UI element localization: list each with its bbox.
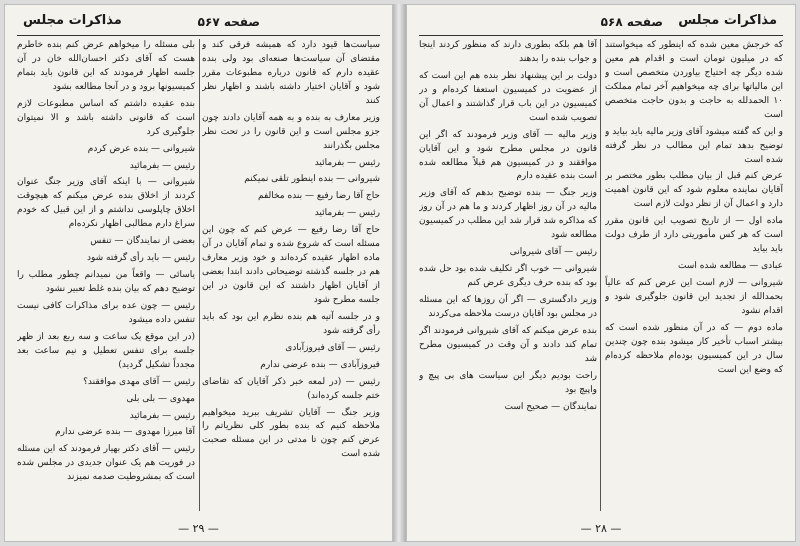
paragraph: بنده عقیده داشتم که اساس مطبوعات لازم است که قانونی داشته باشد و الا نمیتوان جلوگیری کرد (17, 98, 195, 137)
paragraph: یاسائی — واقعاً من نمیدانم چطور مطلب را توضیح دهم که بیان بنده غلط تعبیر نشود (17, 270, 195, 294)
left-page-right-column (202, 39, 380, 511)
paragraph: رئیس — باید رأی گرفته شود (86, 253, 195, 264)
column-divider (600, 39, 601, 511)
paragraph: وزیر دادگستری — اگر آن روزها که این مسئله در مجلس بود آقایان درست ملاحظه می‌کردند (419, 294, 597, 319)
left-page (4, 4, 393, 542)
paragraph: حاج آقا رضا رفیع — بنده مخالفم (257, 191, 380, 202)
paragraph: عرض کنم قبل از بیان مطلب بطور مختصر بر آقایان نماینده معلوم شود که این قانون اهمیت دارد و اعمال آن از نظر دولت لازم است (605, 171, 783, 210)
paragraph: ماده دوم — که در آن منظور شده است که بیشتر اسباب تأخیر کار میشود بنده چون چندین سال در این کمیسیون بوده‌ام ملاحظه کرده‌ام که وضع این است (605, 322, 783, 375)
paragraph: آقا میرزا مهدوی — بنده عرضی ندارم (55, 427, 195, 438)
right-page-columns (419, 39, 783, 511)
right-page-right-column (605, 39, 783, 511)
left-page-header (17, 13, 380, 36)
paragraph: بلی مسئله را میخواهم عرض کنم بنده خاطرم هست که آقای دکتر احسان‌الله خان در آن جلسه اظهار فرمودند که این قانون باید بتمام کمیسیونها برود و در آنجا مطالعه بشود (17, 40, 195, 92)
paragraph: وزیر جنگ — آقایان تشریف ببرید میخواهیم ملاحظه کنیم که بنده بطور کلی نظریاتم را عرض کنم چون تا مدتی در این مسئله صحبت شده است (202, 407, 380, 460)
paragraph: رئیس — آقای شیروانی (509, 247, 597, 258)
left-page-number: صفحه ۵۶۷ (197, 15, 260, 29)
paragraph: دولت بر این پیشنهاد نظر بنده هم این است که از عضویت در کمیسیون استعفا کرده‌ام و در کمیسیون در این باب قرار گذاشتند و اعمال آن تصویب شده است (419, 70, 597, 123)
paragraph: شیروانی — لازم است این عرض کنم که عالیاً بحمدالله از تجدید این قانون جلوگیری شود و اقدام نشود (605, 278, 783, 316)
paragraph: رئیس — آقای دکتر بهیار فرمودند که این مسئله در فوریت هم یک عنوان جدیدی در مجلس شده است که بمشروطیت صدمه نمیزند (17, 444, 195, 483)
paragraph: عبادی — مطالعه شده است (677, 261, 783, 272)
right-page-footer: — ۲۸ — (580, 522, 622, 535)
paragraph: شیروانی — بنده اینطور تلقی نمیکنم (244, 174, 380, 185)
right-page-header (419, 13, 783, 36)
paragraph: ماده اول — از تاریخ تصویب این قانون مقرر است که هر کس مأموریتی دارد از طرف دولت باید بیاید (605, 216, 783, 255)
paragraph: حاج آقا رضا رفیع — عرض کنم که چون این مسئله است که شروع شده و تمام آقایان در آن ماده اظهار عقیده کرده‌اند و خود وزیر معارف هم در جلسه گذشته توضیحاتی دادند ابتدا بعضی از آقایان اظهار داشتند که این قانون در این جلسه مطرح شود (202, 225, 380, 305)
paragraph: راحت بودیم دیگر این سیاست های بی پیچ و واپیچ بود (419, 370, 597, 395)
paragraph: که خرجش معین شده که اینطور که میخواستند که در میلیون تومان است و اقدام هم معین شده دیگر چه احتیاج بیاوردن متخصص است و این مالیاتها برای چه میخواهیم آخر تمام مملکت ۱۰ الحمدلله به حاجت و بدون حاجت متخصص است (605, 40, 783, 120)
paragraph: و در جلسه آتیه هم بنده نظرم این بود که باید رأی گرفته شود (202, 311, 380, 336)
paragraph: بعضی از نمایندگان — تنفس (90, 236, 195, 247)
paragraph: نمایندگان — صحیح است (504, 401, 597, 412)
left-page-columns (17, 39, 380, 511)
paragraph: فیروزآبادی — بنده عرضی ندارم (260, 359, 380, 370)
paragraph: بنده عرض میکنم که آقای شیروانی فرمودند اگر تمام کند دادند و آن وقت در کمیسیون مطرح شد (419, 325, 597, 364)
left-page-footer: — ۲۹ — (178, 522, 219, 535)
right-page-title: مذاکرات مجلس (678, 13, 777, 28)
left-page-left-column (17, 39, 195, 511)
paragraph: شیروانی — با اینکه آقای وزیر جنگ عنوان کردند از اخلاق بنده عرض میکنم که هیچوقت اخلاق چاپلوسی نداشتم و از این قبیل که خودم سراغ دارم مطالبی اظهار نکرده‌ام (17, 177, 195, 230)
right-page-number: صفحه ۵۶۸ (600, 15, 663, 29)
paragraph: وزیر معارف به بنده و به همه آقایان دادند چون جزو مجلس است و این قانون را در تحت نظر مجلس بگذرانند (202, 112, 380, 151)
paragraph: سیاست‌ها قیود دارد که همیشه فرقی کند و مقتضای آن سیاست‌ها صنعه‌ای بود ولی بنده عقیده دارم که قانون درباره مطبوعات مقرر شود و آقایان اختیار داشته باشند و اظهار نظر کنند (202, 40, 380, 106)
paragraph: رئیس — آقای فیروزآبادی (285, 342, 380, 353)
paragraph: رئیس — چون عده برای مذاکرات کافی نیست تنفس داده میشود (17, 300, 195, 325)
paragraph: رئیس — (در لمعه خبر ذکر آقایان که تقاضای ختم جلسه کرده‌اند) (202, 376, 380, 401)
paragraph: رئیس — بفرمائید (314, 208, 380, 219)
paragraph: رئیس — بفرمائید (129, 160, 195, 171)
paragraph: مهدوی — بلی بلی (126, 393, 195, 404)
paragraph: وزیر مالیه — آقای وزیر فرمودند که اگر این قانون در مجلس مطرح شود و این آقایان موافقند و در کمیسیون هم قبلاً مطالعه شده است بنده عقیده دارم (419, 129, 597, 182)
paragraph: (در این موقع یک ساعت و سه ربع بعد از ظهر جلسه برای تنفس تعطیل و نیم ساعت بعد مجدداً تشکیل گردید) (17, 331, 195, 370)
paragraph: شیروانی — بنده عرض کردم (87, 143, 195, 154)
right-page-left-column (419, 39, 597, 511)
paragraph: رئیس — آقای مهدی موافقند؟ (83, 376, 195, 387)
paragraph: آقا هم بلکه بطوری دارند که منظور کردند اینجا و جواب بنده را بدهند (419, 40, 597, 64)
paragraph: شیروانی — خوب اگر تکلیف شده بود حل شده بود که بنده حرف دیگری عرض کنم (419, 264, 597, 288)
left-page-title: مذاکرات مجلس (23, 13, 122, 28)
column-divider (199, 39, 200, 511)
paragraph: و این که گفته میشود آقای وزیر مالیه باید بیاید و توضیح بدهد تمام این مطالب در نظر گرفته شده است (605, 126, 783, 165)
right-page (406, 4, 796, 542)
paragraph: رئیس — بفرمائید (129, 410, 195, 421)
book-gutter (393, 4, 406, 542)
paragraph: رئیس — بفرمائید (314, 157, 380, 168)
paragraph: وزیر جنگ — بنده توضیح بدهم که آقای وزیر مالیه در آن روز اظهار کردند و ما هم در آن روز که مذاکره شد قرار شد این مطلب در کمیسیون مطالعه شود (419, 188, 597, 241)
